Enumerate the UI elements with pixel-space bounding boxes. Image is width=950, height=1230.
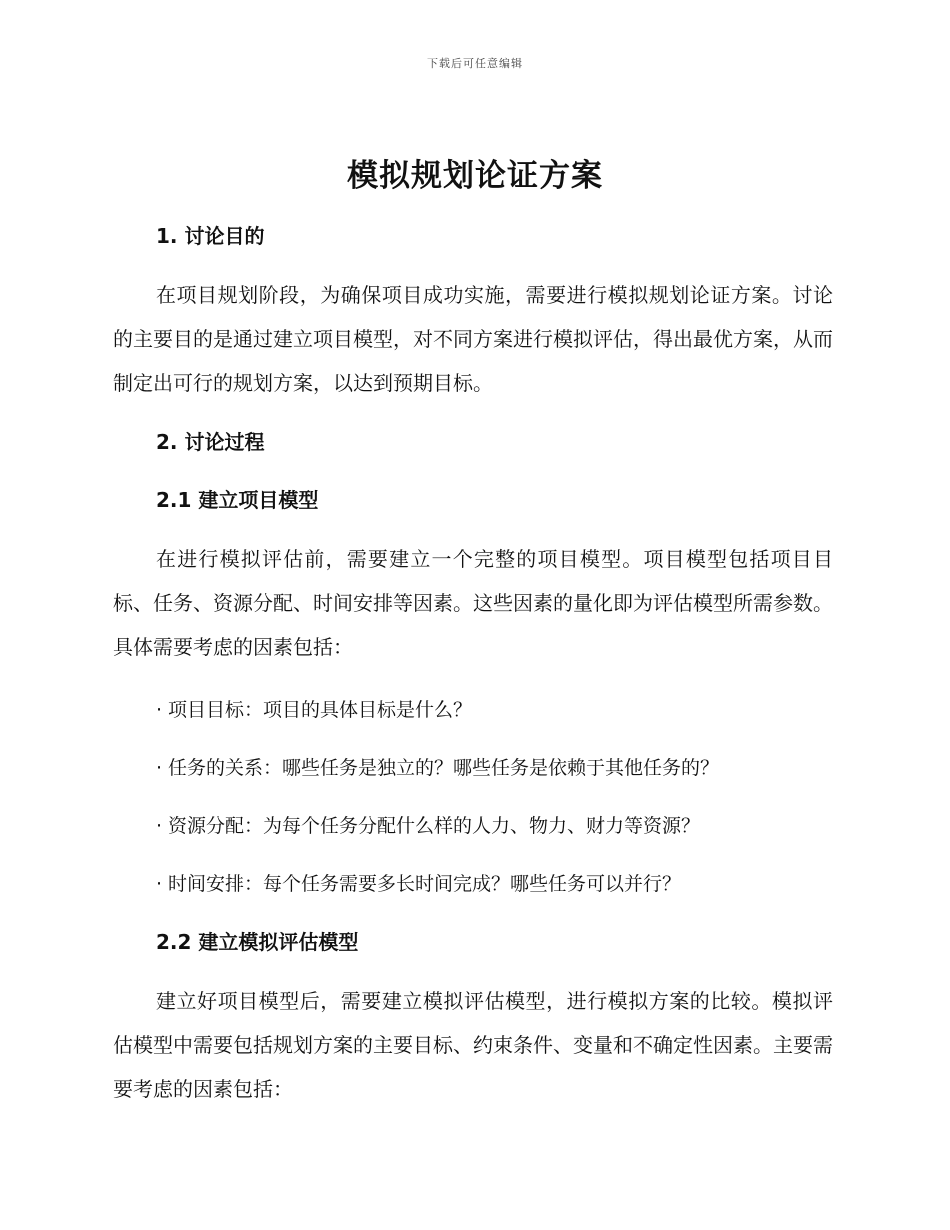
section-1-paragraph: 在项目规划阶段，为确保项目成功实施，需要进行模拟规划论证方案。讨论的主要目的是通过建立项目模型，对不同方案进行模拟评估，得出最优方案，从而制定出可行的规划方案，以达到预期目标。: [113, 283, 833, 395]
list-item-text: 时间安排：每个任务需要多长时间完成？哪些任务可以并行？: [168, 873, 682, 895]
list-item-text: 项目目标：项目的具体目标是什么？: [168, 699, 473, 721]
section-2-2-paragraph: 建立好项目模型后，需要建立模拟评估模型，进行模拟方案的比较。模拟评估模型中需要包括规划方案的主要目标、约束条件、变量和不确定性因素。主要需要考虑的因素包括：: [113, 989, 833, 1101]
bullet-icon: ·: [156, 757, 163, 779]
bullet-icon: ·: [156, 873, 163, 895]
section-heading-2: 2. 讨论过程: [156, 430, 265, 454]
list-item: [113, 809, 833, 843]
bullet-icon: ·: [156, 699, 163, 721]
section-heading-1: 1. 讨论目的: [156, 224, 265, 248]
header-note: 下载后可任意编辑: [427, 57, 523, 70]
section-2-1-paragraph: 在进行模拟评估前，需要建立一个完整的项目模型。项目模型包括项目目标、任务、资源分配、时间安排等因素。这些因素的量化即为评估模型所需参数。具体需要考虑的因素包括：: [113, 547, 833, 659]
bullet-icon: ·: [156, 815, 163, 837]
list-item-text: 资源分配：为每个任务分配什么样的人力、物力、财力等资源？: [168, 815, 701, 837]
list-item: [113, 693, 833, 727]
section-heading-2-2: 2.2 建立模拟评估模型: [156, 930, 359, 954]
section-heading-2-1: 2.1 建立项目模型: [156, 488, 319, 512]
list-item: [113, 751, 833, 785]
document-title: 模拟规划论证方案: [347, 158, 603, 194]
list-item: [113, 867, 833, 901]
list-item-text: 任务的关系：哪些任务是独立的？哪些任务是依赖于其他任务的？: [168, 757, 720, 779]
document-body: [113, 205, 833, 1111]
